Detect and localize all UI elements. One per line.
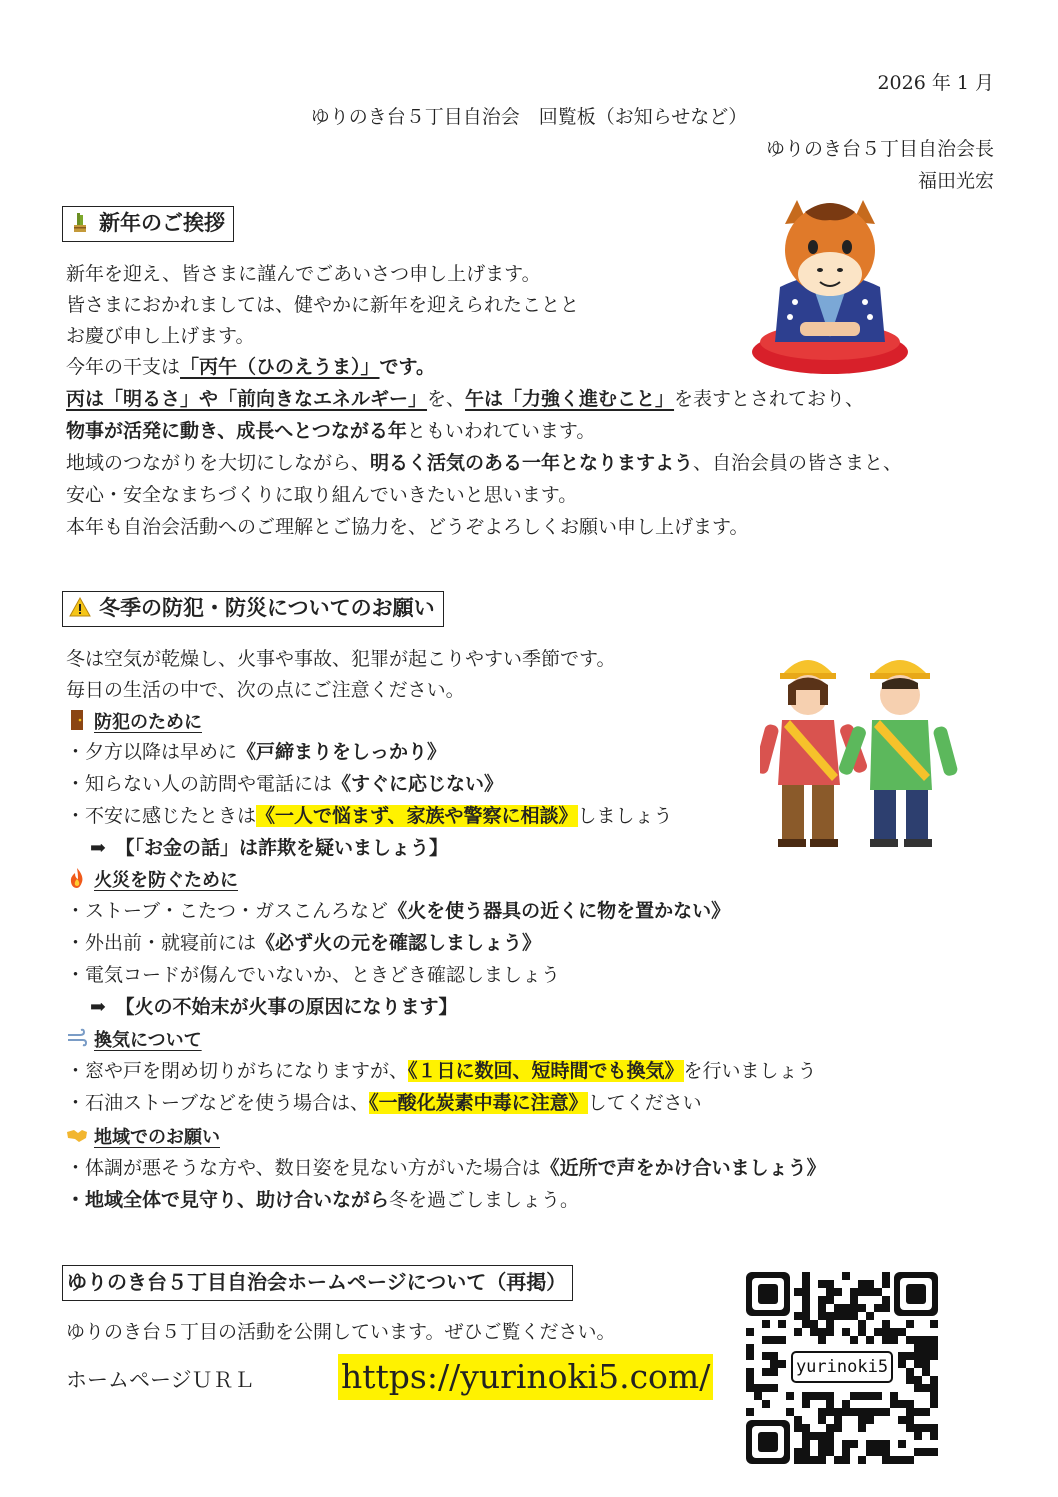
page-title: ゆりのき台５丁目自治会 回覧板（お知らせなど） — [310, 106, 748, 128]
vent-subheading — [66, 1027, 202, 1053]
greeting-line-8: 安心・安全なまちづくりに取り組んでいきたいと思います。 — [66, 484, 578, 506]
winter-intro-1: 冬は空気が乾燥し、火事や事故、犯罪が起こりやすい季節です。 — [66, 648, 616, 670]
highlighted-text: 《一人で悩まず、家族や警察に相談》 — [256, 805, 578, 827]
text-segment: ・夕方以降は早めに — [66, 741, 238, 763]
highlighted-text: 《１日に数回、短時間でも換気》 — [408, 1060, 684, 1082]
text-emphasis: ・地域全体で見守り、助け合いながら — [66, 1189, 390, 1211]
homepage-heading: ゆりのき台５丁目自治会ホームページについて（再掲） — [62, 1265, 573, 1301]
text-emphasis: 《戸締まりをしっかり》 — [237, 741, 447, 763]
crime-item-2 — [66, 772, 503, 796]
uma-emphasis: 午は「力強く進むこと」 — [465, 388, 675, 410]
crime-note-text: 【「お金の話」は詐欺を疑いましょう】 — [124, 837, 448, 859]
greeting-line-9: 本年も自治会活動へのご理解とご協力を、どうぞよろしくお願い申し上げます。 — [66, 516, 749, 538]
text-segment: 、自治会員の皆さまと、 — [693, 452, 903, 474]
fire-item-1 — [66, 899, 730, 923]
fire-note-text: 【火の不始末が火事の原因になります】 — [124, 996, 458, 1018]
greeting-line-1: 新年を迎え、皆さまに謹んでごあいさつ申し上げます。 — [66, 263, 541, 285]
greeting-line-6 — [66, 419, 595, 443]
winter-heading-text: 冬季の防犯・防災についてのお願い — [99, 595, 435, 620]
fire-subheading — [66, 867, 238, 893]
fire-subheading-text: 火災を防ぐために — [94, 870, 238, 891]
fire-item-3: ・電気コードが傷んでいないか、ときどき確認しましょう — [66, 964, 561, 986]
text-segment: ・不安に感じたときは — [66, 805, 257, 827]
text-segment: を、 — [427, 388, 466, 410]
greeting-line-3: お慶び申し上げます。 — [66, 325, 255, 347]
arrow-icon: ➡ — [90, 837, 106, 859]
qr-code[interactable] — [746, 1272, 938, 1464]
text-emphasis: 《火を使う器具の近くに物を置かない》 — [388, 900, 731, 922]
arrow-icon: ➡ — [90, 996, 106, 1018]
author-org: ゆりのき台５丁目自治会長 — [765, 138, 994, 160]
patrol-illustration — [760, 645, 960, 855]
text-emphasis: 《近所で声をかけ合いましょう》 — [540, 1157, 826, 1179]
date: 2026 年 1 月 — [877, 72, 994, 94]
greeting-line-4 — [66, 355, 435, 379]
text-emphasis: 《必ず火の元を確認しましょう》 — [256, 932, 542, 954]
highlighted-text: 《一酸化炭素中毒に注意》 — [369, 1092, 588, 1114]
greeting-heading-text: 新年のご挨拶 — [99, 210, 225, 235]
warning-icon — [69, 596, 91, 618]
community-item-1 — [66, 1156, 826, 1180]
text-emphasis: 物事が活発に動き、成長へとつながる年 — [66, 420, 407, 442]
qr-label: yurinoki5 — [795, 1357, 889, 1377]
crime-item-1 — [66, 740, 446, 764]
text-segment: してください — [587, 1092, 702, 1114]
text-segment: を表すとされており、 — [674, 388, 865, 410]
author-name: 福田光宏 — [917, 170, 994, 192]
crime-subheading-text: 防犯のために — [94, 712, 202, 733]
winter-heading — [62, 591, 444, 627]
hinoe-emphasis: 丙は「明るさ」や「前向きなエネルギー」 — [66, 388, 428, 410]
wind-icon — [66, 1027, 88, 1049]
text-segment: ・ストーブ・こたつ・ガスこんろなど — [66, 900, 389, 922]
text-segment: ・窓や戸を閉め切りがちになりますが、 — [66, 1060, 409, 1082]
text-segment: ・知らない人の訪問や電話には — [66, 773, 333, 795]
community-subheading — [66, 1124, 220, 1150]
winter-intro-2: 毎日の生活の中で、次の点にご注意ください。 — [66, 679, 465, 701]
fire-note — [90, 995, 457, 1019]
homepage-url-label: ホームページＵＲＬ — [66, 1368, 255, 1392]
text-segment: ・外出前・就寝前には — [66, 932, 257, 954]
community-subheading-text: 地域でのお願い — [94, 1127, 220, 1148]
eto-emphasis: 「丙午（ひのえうま）」 — [180, 356, 380, 378]
text-segment: しましょう — [577, 805, 673, 827]
greeting-line-7 — [66, 451, 902, 475]
greeting-heading — [62, 206, 234, 242]
homepage-text: ゆりのき台５丁目の活動を公開しています。ぜひご覧ください。 — [66, 1321, 616, 1343]
fire-item-2 — [66, 931, 541, 955]
horse-illustration — [745, 192, 915, 377]
kadomatsu-icon — [69, 211, 91, 233]
greeting-line-5 — [66, 387, 864, 411]
crime-subheading — [66, 709, 202, 735]
handshake-icon — [66, 1124, 88, 1146]
crime-note — [90, 836, 448, 860]
vent-subheading-text: 換気について — [94, 1030, 202, 1051]
text-emphasis: 明るく活気のある一年となりますよう — [370, 452, 694, 474]
text-segment: を行いましょう — [683, 1060, 817, 1082]
vent-item-1 — [66, 1059, 817, 1083]
crime-item-3 — [66, 804, 673, 828]
text-emphasis: 《すぐに応じない》 — [332, 773, 504, 795]
text-segment: ともいわれています。 — [406, 420, 596, 442]
text-segment: ・体調が悪そうな方や、数日姿を見ない方がいた場合は — [66, 1157, 541, 1179]
fire-icon — [66, 867, 88, 889]
text-segment: です。 — [379, 356, 436, 378]
community-item-2 — [66, 1188, 579, 1212]
text-segment: ・石油ストーブなどを使う場合は、 — [66, 1092, 370, 1114]
door-icon — [66, 709, 88, 731]
greeting-line-2: 皆さまにおかれましては、健やかに新年を迎えられたことと — [66, 294, 580, 316]
text-segment: 今年の干支は — [66, 356, 181, 378]
vent-item-2 — [66, 1091, 702, 1115]
homepage-url-link[interactable]: https://yurinoki5.com/ — [338, 1354, 713, 1400]
text-segment: 地域のつながりを大切にしながら、 — [66, 452, 371, 474]
text-segment: 冬を過ごしましょう。 — [389, 1189, 580, 1211]
